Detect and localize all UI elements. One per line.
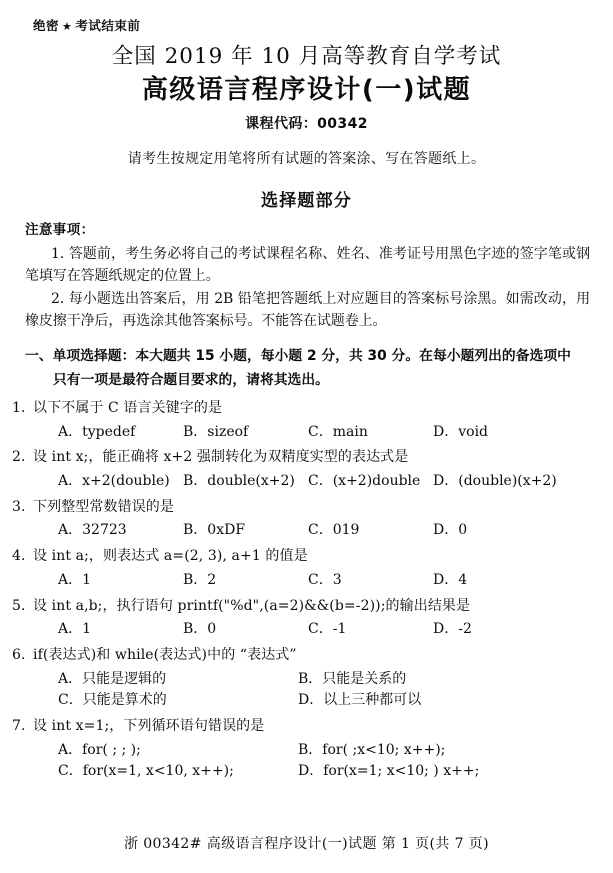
question-number: 3. bbox=[12, 498, 26, 515]
question-options bbox=[0, 520, 613, 542]
question-number: 7. bbox=[12, 717, 26, 734]
option-b[interactable] bbox=[183, 619, 308, 641]
star-icon: ★ bbox=[62, 20, 73, 33]
option-label: C． bbox=[58, 692, 83, 709]
option-text: 以上三种都可以 bbox=[323, 692, 422, 709]
option-d[interactable] bbox=[433, 619, 472, 641]
secrecy-label: 绝密 bbox=[33, 18, 60, 33]
option-c[interactable] bbox=[308, 520, 433, 542]
option-a[interactable] bbox=[58, 570, 183, 592]
option-d[interactable] bbox=[433, 471, 557, 493]
page-footer: 浙 00342# 高级语言程序设计(一)试题 第 1 页(共 7 页) bbox=[123, 836, 490, 852]
question-options bbox=[0, 740, 613, 783]
questions-list bbox=[0, 398, 613, 787]
secrecy-note: 考试结束前 bbox=[75, 18, 141, 33]
title-block bbox=[0, 44, 613, 133]
notices-title: 注意事项： bbox=[25, 222, 95, 238]
question-options bbox=[0, 619, 613, 641]
group-heading-line1: 一、单项选择题：本大题共 15 小题，每小题 2 分，共 30 分。在每小题列出的备选项中 bbox=[25, 348, 571, 364]
question-number: 4. bbox=[12, 548, 26, 565]
question-stem bbox=[0, 546, 613, 568]
question-number: 6. bbox=[12, 646, 26, 663]
option-label: D． bbox=[433, 621, 459, 638]
option-text: x+2(double) bbox=[82, 473, 170, 490]
option-text: 2 bbox=[207, 571, 217, 588]
option-text: void bbox=[458, 423, 489, 440]
question-options bbox=[0, 570, 613, 592]
option-label: D． bbox=[433, 423, 459, 440]
question-stem bbox=[0, 716, 613, 738]
option-text: main bbox=[332, 423, 368, 440]
question-text: if(表达式)和 while(表达式)中的 “表达式” bbox=[33, 646, 297, 663]
option-a[interactable] bbox=[58, 422, 183, 444]
option-b[interactable] bbox=[183, 422, 308, 444]
option-label: D． bbox=[433, 473, 459, 490]
question-text: 下列整型常数错误的是 bbox=[33, 498, 174, 515]
exam-title-line1: 全国 2019 年 10 月高等教育自学考试 bbox=[111, 44, 502, 69]
option-label: B． bbox=[298, 670, 323, 687]
option-label: C． bbox=[308, 522, 333, 539]
course-code: 课程代码：00342 bbox=[245, 115, 368, 132]
question-number: 5. bbox=[12, 597, 26, 614]
option-d[interactable] bbox=[298, 690, 421, 712]
question-item bbox=[0, 447, 613, 492]
option-d[interactable] bbox=[298, 761, 479, 783]
option-label: C． bbox=[58, 763, 83, 780]
option-label: C． bbox=[308, 571, 333, 588]
option-text: for( ;x<10; x++); bbox=[322, 741, 446, 758]
question-item bbox=[0, 596, 613, 641]
option-row bbox=[58, 690, 613, 712]
exam-title-line2: 高级语言程序设计(一)试题 bbox=[141, 74, 472, 105]
option-text: for(x=1; x<10; ) x++; bbox=[323, 763, 480, 780]
option-label: D． bbox=[298, 692, 324, 709]
option-label: A． bbox=[58, 522, 83, 539]
option-label: A． bbox=[58, 741, 83, 758]
question-item bbox=[0, 645, 613, 712]
option-a[interactable] bbox=[58, 740, 298, 762]
option-a[interactable] bbox=[58, 619, 183, 641]
option-d[interactable] bbox=[433, 422, 488, 444]
option-b[interactable] bbox=[183, 520, 308, 542]
option-row bbox=[58, 669, 613, 691]
group-heading-line2: 只有一项是最符合题目要求的，请将其选出。 bbox=[53, 371, 329, 388]
section-heading: 选择题部分 bbox=[261, 191, 352, 211]
option-c[interactable] bbox=[308, 471, 433, 493]
option-text: -2 bbox=[458, 621, 472, 638]
option-label: D． bbox=[433, 571, 459, 588]
question-text: 设 int x;，能正确将 x+2 强制转化为双精度实型的表达式是 bbox=[33, 449, 409, 466]
option-text: 只能是算术的 bbox=[82, 692, 167, 709]
option-label: B． bbox=[298, 741, 323, 758]
question-text: 设 int x=1;，下列循环语句错误的是 bbox=[33, 717, 265, 734]
option-c[interactable] bbox=[58, 690, 298, 712]
option-label: A． bbox=[58, 621, 83, 638]
option-text: for( ; ; ); bbox=[82, 741, 141, 758]
question-text: 以下不属于 C 语言关键字的是 bbox=[33, 400, 223, 416]
option-a[interactable] bbox=[58, 471, 183, 493]
option-text: typedef bbox=[82, 423, 136, 440]
option-label: A． bbox=[58, 423, 83, 440]
option-d[interactable] bbox=[433, 570, 467, 592]
question-options bbox=[0, 422, 613, 444]
option-b[interactable] bbox=[183, 570, 308, 592]
notices-block bbox=[25, 218, 590, 333]
question-stem bbox=[0, 596, 613, 618]
notice-item: 1. 答题前，考生务必将自己的考试课程名称、姓名、准考证号用黑色字迹的签字笔或钢笔填写在答题纸规定的位置上。 bbox=[25, 246, 590, 285]
question-stem bbox=[0, 447, 613, 469]
option-text: 0 bbox=[458, 522, 468, 539]
option-text: 1 bbox=[82, 571, 92, 588]
option-a[interactable] bbox=[58, 669, 298, 691]
option-text: -1 bbox=[332, 621, 347, 638]
option-text: 0 bbox=[207, 621, 217, 638]
option-label: A． bbox=[58, 473, 83, 490]
option-c[interactable] bbox=[308, 570, 433, 592]
option-text: 3 bbox=[332, 571, 342, 588]
option-label: B． bbox=[183, 473, 208, 490]
option-label: B． bbox=[183, 522, 208, 539]
option-text: (double)(x+2) bbox=[458, 473, 557, 490]
option-b[interactable] bbox=[298, 740, 445, 762]
option-d[interactable] bbox=[433, 520, 467, 542]
option-label: C． bbox=[308, 473, 333, 490]
option-label: B． bbox=[183, 621, 208, 638]
secrecy-notice bbox=[33, 16, 140, 34]
option-row bbox=[58, 740, 613, 762]
question-item bbox=[0, 716, 613, 783]
option-row bbox=[58, 761, 613, 783]
notice-item: 2. 每小题选出答案后，用 2B 铅笔把答题纸上对应题目的答案标号涂黑。如需改动，用橡皮擦干净后，再选涂其他答案标号。不能答在试题卷上。 bbox=[25, 291, 590, 330]
option-text: 0xDF bbox=[207, 522, 246, 539]
option-label: C． bbox=[308, 621, 333, 638]
option-c[interactable] bbox=[308, 619, 433, 641]
option-label: A． bbox=[58, 670, 83, 687]
question-item bbox=[0, 398, 613, 443]
option-text: sizeof bbox=[207, 423, 249, 440]
option-c[interactable] bbox=[58, 761, 298, 783]
option-text: 019 bbox=[332, 522, 360, 539]
option-text: 1 bbox=[82, 621, 92, 638]
question-number: 1. bbox=[12, 400, 26, 416]
question-stem bbox=[0, 398, 613, 420]
option-b[interactable] bbox=[298, 669, 406, 691]
option-text: 32723 bbox=[82, 522, 127, 539]
question-item bbox=[0, 546, 613, 591]
option-a[interactable] bbox=[58, 520, 183, 542]
question-text: 设 int a,b;，执行语句 printf("%d",(a=2)&&(b=-2));的输出结果是 bbox=[33, 597, 471, 614]
option-b[interactable] bbox=[183, 471, 308, 493]
question-group-heading bbox=[25, 345, 595, 392]
option-text: 4 bbox=[458, 571, 468, 588]
question-number: 2. bbox=[12, 449, 26, 466]
option-label: B． bbox=[183, 423, 208, 440]
answer-sheet-instruction: 请考生按规定用笔将所有试题的答案涂、写在答题纸上。 bbox=[127, 151, 486, 167]
option-text: 只能是逻辑的 bbox=[82, 670, 167, 687]
option-label: D． bbox=[433, 522, 459, 539]
option-label: A． bbox=[58, 571, 83, 588]
option-text: (x+2)double bbox=[332, 473, 421, 490]
option-c[interactable] bbox=[308, 422, 433, 444]
option-label: B． bbox=[183, 571, 208, 588]
option-label: D． bbox=[298, 763, 324, 780]
option-text: double(x+2) bbox=[207, 473, 295, 490]
question-options bbox=[0, 471, 613, 493]
question-text: 设 int a;，则表达式 a=(2, 3), a+1 的值是 bbox=[33, 548, 308, 565]
option-label: C． bbox=[308, 423, 333, 440]
option-text: for(x=1, x<10, x++); bbox=[82, 763, 234, 780]
question-options bbox=[0, 669, 613, 712]
question-item bbox=[0, 497, 613, 542]
option-text: 只能是关系的 bbox=[322, 670, 407, 687]
question-stem bbox=[0, 645, 613, 667]
question-stem bbox=[0, 497, 613, 519]
